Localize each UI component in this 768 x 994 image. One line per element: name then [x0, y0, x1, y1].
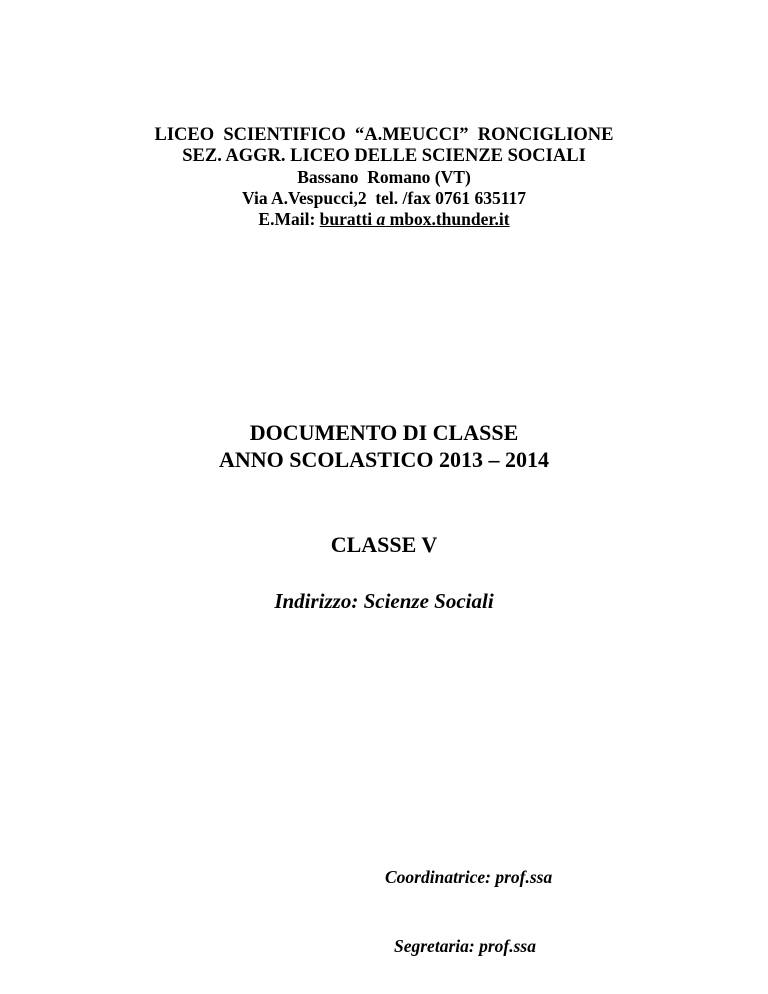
- email-at: a: [376, 209, 386, 229]
- email-link[interactable]: [320, 209, 510, 229]
- curriculum-label: Indirizzo: Scienze Sociali: [274, 589, 494, 613]
- secretary-label: Segretaria: prof.ssa: [394, 936, 536, 956]
- class-label: CLASSE V: [330, 532, 438, 557]
- staff-block: [385, 820, 552, 981]
- school-name: LICEO SCIENTIFICO “A.MEUCCI” RONCIGLIONE: [154, 125, 614, 145]
- email-label: E.Mail:: [258, 209, 320, 229]
- school-location: Bassano Romano (VT): [297, 167, 471, 187]
- document-title-line-2: ANNO SCOLASTICO 2013 – 2014: [218, 447, 550, 472]
- school-address: Via A.Vespucci,2 tel. /fax 0761 635117: [241, 188, 527, 208]
- email-part-1: buratti: [319, 209, 377, 229]
- document-title-line-1: DOCUMENTO DI CLASSE: [249, 420, 519, 445]
- school-header: [0, 125, 768, 230]
- coordinator-label: Coordinatrice: prof.ssa: [385, 867, 553, 887]
- email-part-2: mbox.thunder.it: [385, 209, 510, 229]
- document-title: [0, 419, 768, 473]
- school-section: SEZ. AGGR. LICEO DELLE SCIENZE SOCIALI: [182, 146, 586, 166]
- school-email-line: [0, 209, 768, 230]
